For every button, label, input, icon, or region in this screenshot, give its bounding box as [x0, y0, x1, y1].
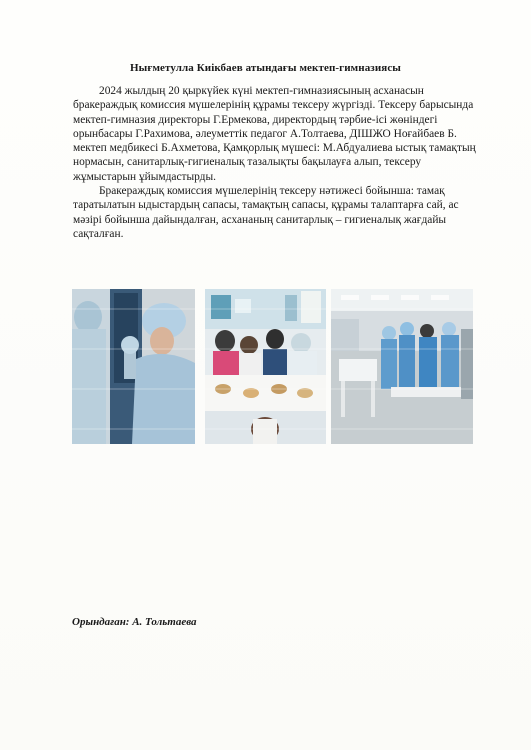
photo-inspectors-hall-image [331, 289, 473, 444]
paragraph-result: Бракераждық комиссия мүшелерінің тексеру нәтижесі бойынша: тамақ таратылатын ыдыстардың сапасы, тамақтың сапасы, құрамы талаптарға сай, ас мәзірі бойынша дайындалған, асхананың санитарлық – гигиеналық жағдайы сақталған. [73, 185, 459, 240]
photo-inspectors-kitchen [72, 289, 195, 444]
photo-students-canteen-image [205, 289, 326, 444]
paragraph-inspection: 2024 жылдың 20 қыркүйек күні мектеп-гимназиясының асханасын бракераждық комиссия мүшелерінің құрамы тексеру жүргізді. Тексеру барысында мектеп-гимназия директоры Г.Ермекова, директордың тәрбие-ісі жөніндегі орынбасары Г.Рахимова, әлеуметтік педагог А.Толтаева, ДІШЖО Ноғайбаев Б. мектеп медбикесі Б.Ахметова, Қамқорлық мүшесі: М.Абдуалиева ыстық тамақтың нормасын, санитарлық-гигиеналық тазалықты бақылауға алып, тексеру жұмыстарын ұйымдастырды. [73, 85, 476, 183]
photo-inspectors-hall [331, 289, 473, 444]
photo-students-canteen [205, 289, 326, 444]
signature-line: Орындаған: А. Тольтаева [72, 616, 197, 628]
photo-strip [72, 289, 473, 444]
photo-inspectors-kitchen-image [72, 289, 195, 444]
document-body [73, 84, 478, 241]
document-title: Нығметулла Киікбаев атындағы мектеп-гимназиясы [130, 62, 401, 74]
